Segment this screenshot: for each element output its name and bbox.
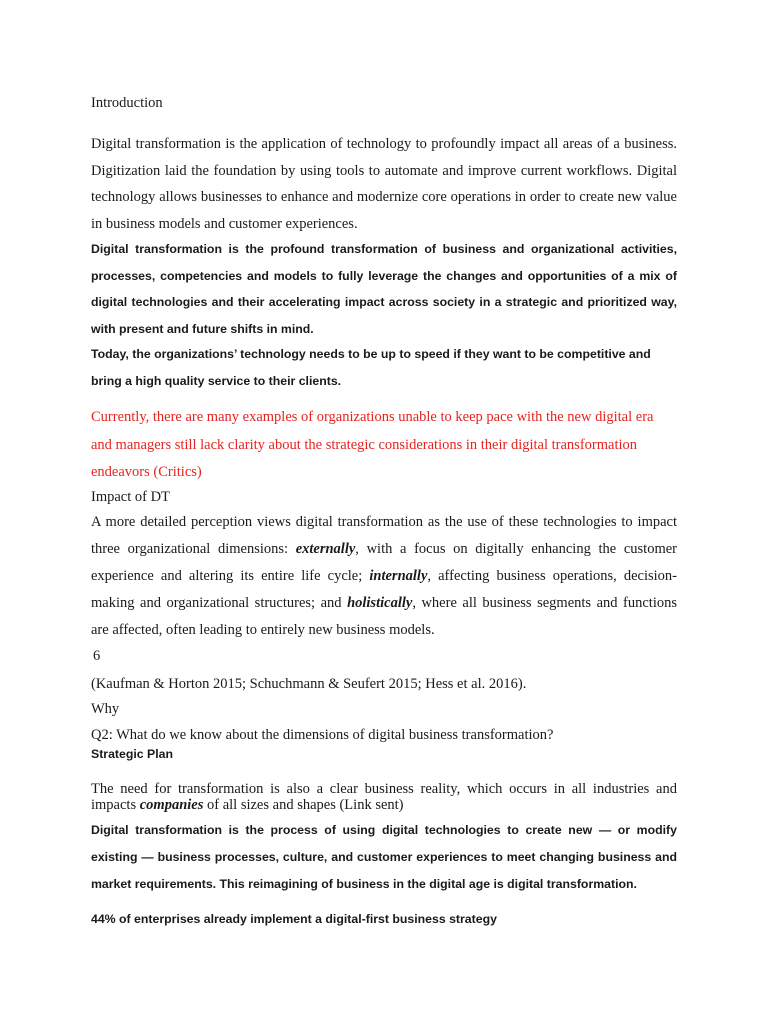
- dt-process-paragraph: Digital transformation is the process of using digital technologies to create new — or modify existing — business processes, culture, and customer experiences to meet changing business and market requirements. This reimagining of business in the digital age is digital transformation.: [91, 823, 677, 891]
- strategic-plan-heading: Strategic Plan: [91, 747, 174, 761]
- question-two: Q2: What do we know about the dimensions of digital business transformation?: [91, 727, 554, 743]
- definition-paragraph: Digital transformation is the profound transformation of business and organizational activities, processes, competencies and models to fully leverage the changes and opportunities of a mix of digital technologies and their accelerating impact across society in a strategic and prioritized way, with present and future shifts in mind.: [91, 242, 677, 336]
- critics-paragraph: Currently, there are many examples of organizations unable to keep pace with the new digital era and managers still lack clarity about the strategic considerations in their digital transformation endeavors (Critics): [91, 409, 654, 480]
- externally-emphasis: externally: [295, 541, 356, 557]
- need-text-2: of all sizes and shapes (Link sent): [203, 797, 404, 813]
- intro-heading: Introduction: [91, 95, 163, 111]
- today-paragraph: Today, the organizations’ technology needs to be up to speed if they want to be competitive and bring a high quality service to their clients.: [91, 347, 651, 388]
- transformation-need-paragraph: [91, 781, 677, 813]
- impact-paragraph: [91, 509, 677, 644]
- impact-text-4: , where all business segments and functions are affected, often leading to entirely new business models.: [91, 595, 677, 638]
- need-text-1: The need for transformation is also a clear business reality, which occurs in all industries and impacts: [91, 781, 677, 813]
- why-heading: Why: [91, 701, 120, 717]
- page-number: 6: [93, 648, 101, 664]
- companies-emphasis: companies: [139, 797, 204, 813]
- enterprise-statistic: 44% of enterprises already implement a digital-first business strategy: [91, 912, 497, 926]
- citation: (Kaufman & Horton 2015; Schuchmann & Seufert 2015; Hess et al. 2016).: [91, 676, 527, 692]
- internally-emphasis: internally: [369, 568, 428, 584]
- holistically-emphasis: holistically: [347, 595, 413, 611]
- impact-text-3: , affecting business operations, decision-making and organizational structures; and: [91, 568, 678, 611]
- impact-text-2: , with a focus on digitally enhancing the customer experience and altering its entire life cycle;: [91, 541, 677, 584]
- impact-text-1: A more detailed perception views digital transformation as the use of these technologies to impact three organizational dimensions:: [91, 514, 677, 557]
- intro-paragraph: Digital transformation is the application of technology to profoundly impact all areas of a business. Digitization laid the foundation by using tools to automate and improve current workflows. Digital technology allows businesses to enhance and modernize core operations in order to create new value in business models and customer experiences.: [91, 136, 677, 232]
- impact-heading: Impact of DT: [91, 489, 170, 505]
